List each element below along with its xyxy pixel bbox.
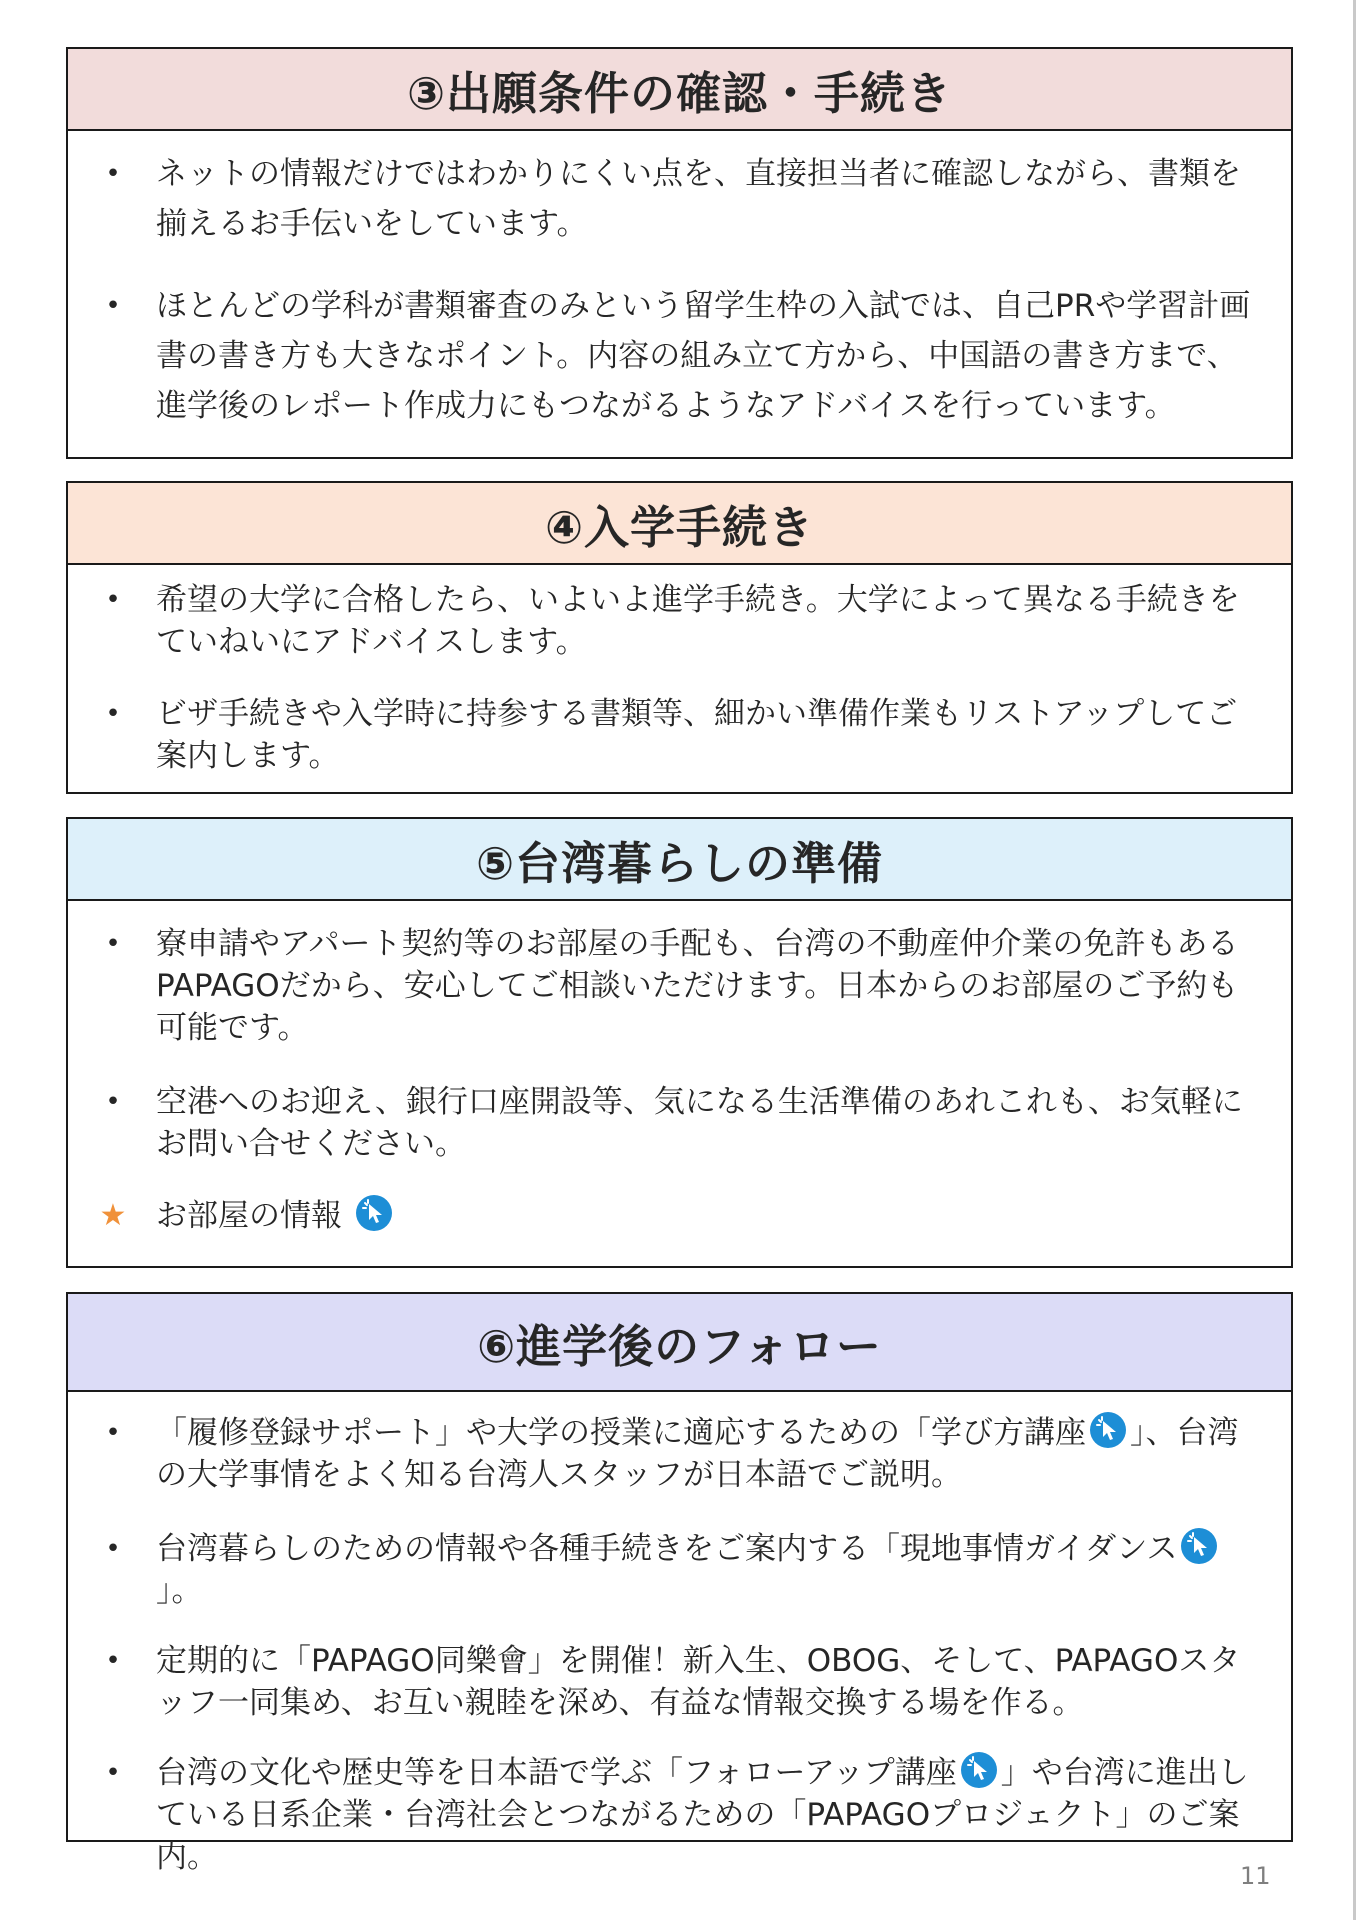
list-item	[68, 281, 1291, 431]
bullet: •	[105, 1646, 121, 1676]
item-text-before: 台湾の文化や歴史等を日本語で学ぶ「フォローアップ講座	[156, 1755, 957, 1791]
list-item	[68, 1081, 1291, 1165]
bullet: •	[105, 1534, 121, 1564]
item-text-before: 台湾暮らしのための情報や各種手続きをご案内する「現地事情ガイダンス	[156, 1531, 1178, 1567]
star-icon: ★	[99, 1198, 127, 1233]
item-text: 空港へのお迎え、銀行口座開設等、気になる生活準備のあれこれも、お気軽にお問い合せください。	[156, 1084, 1243, 1162]
list-item	[68, 1752, 1291, 1878]
bullet: •	[105, 159, 121, 189]
bullet: •	[105, 291, 121, 321]
list-item	[68, 1640, 1291, 1724]
section-taiwan-living-prep	[66, 817, 1293, 1268]
item-text: 寮申請やアパート契約等のお部屋の手配も、台湾の不動産仲介業の免許もあるPAPAGOだから、安心してご相談いただけます。日本からのお部屋のご予約も可能です。	[156, 926, 1239, 1046]
item-text: ビザ手続きや入学時に持参する書類等、細かい準備作業もリストアップしてご案内します。	[156, 696, 1238, 774]
item-text-after: 」、台湾の大学事情をよく知る台湾人スタッフが日本語でご説明。	[156, 1415, 1239, 1493]
item-text[interactable]: お部屋の情報	[156, 1198, 342, 1234]
bullet: •	[105, 699, 121, 729]
item-text: 希望の大学に合格したら、いよいよ進学手続き。大学によって異なる手続きをていねいにアドバイスします。	[156, 582, 1240, 660]
list-item	[68, 693, 1291, 777]
section-title: ④入学手続き	[68, 483, 1291, 565]
bullet: •	[105, 929, 121, 959]
cursor-click-icon[interactable]	[356, 1195, 392, 1231]
section-enrollment-procedures	[66, 481, 1293, 794]
section-title: ⑤台湾暮らしの準備	[68, 819, 1291, 901]
cursor-click-icon[interactable]	[961, 1752, 997, 1788]
section-title: ⑥進学後のフォロー	[68, 1294, 1291, 1392]
cursor-click-icon[interactable]	[1090, 1412, 1126, 1448]
bullet: •	[105, 1418, 121, 1448]
cursor-click-icon[interactable]	[1181, 1528, 1217, 1564]
item-text: 定期的に「PAPAGO同樂會」を開催！新入生、OBOG、そして、PAPAGOスタッフ一同集め、お互い親睦を深め、有益な情報交換する場を作る。	[156, 1643, 1241, 1721]
item-text-before: 「履修登録サポート」や大学の授業に適応するための「学び方講座	[156, 1415, 1086, 1451]
list-item	[68, 1528, 1291, 1612]
list-item	[68, 923, 1291, 1049]
bullet: •	[105, 1758, 121, 1788]
list-item	[68, 1412, 1291, 1496]
bullet: •	[105, 585, 121, 615]
page-edge-rule	[1353, 0, 1356, 1920]
item-text: ほとんどの学科が書類審査のみという留学生枠の入試では、自己PRや学習計画書の書き方も大きなポイント。内容の組み立て方から、中国語の書き方まで、進学後のレポート作成力にもつながるようなアドバイスを行っています。	[156, 288, 1251, 424]
list-item	[68, 149, 1291, 249]
item-text: ネットの情報だけではわかりにくい点を、直接担当者に確認しながら、書類を揃えるお手伝いをしています。	[156, 156, 1241, 242]
bullet: •	[105, 1087, 121, 1117]
list-item	[68, 579, 1291, 663]
page-number: 11	[1240, 1862, 1271, 1890]
section-title: ③出願条件の確認・手続き	[68, 49, 1291, 131]
item-text-after: 」。	[156, 1573, 203, 1609]
item-text-after: 」や台湾に進出している日系企業・台湾社会とつながるための「PAPAGOプロジェクト」のご案内。	[156, 1755, 1249, 1875]
section-application-conditions	[66, 47, 1293, 459]
room-info-link[interactable]	[68, 1195, 1291, 1237]
section-post-enrollment-follow	[66, 1292, 1293, 1875]
